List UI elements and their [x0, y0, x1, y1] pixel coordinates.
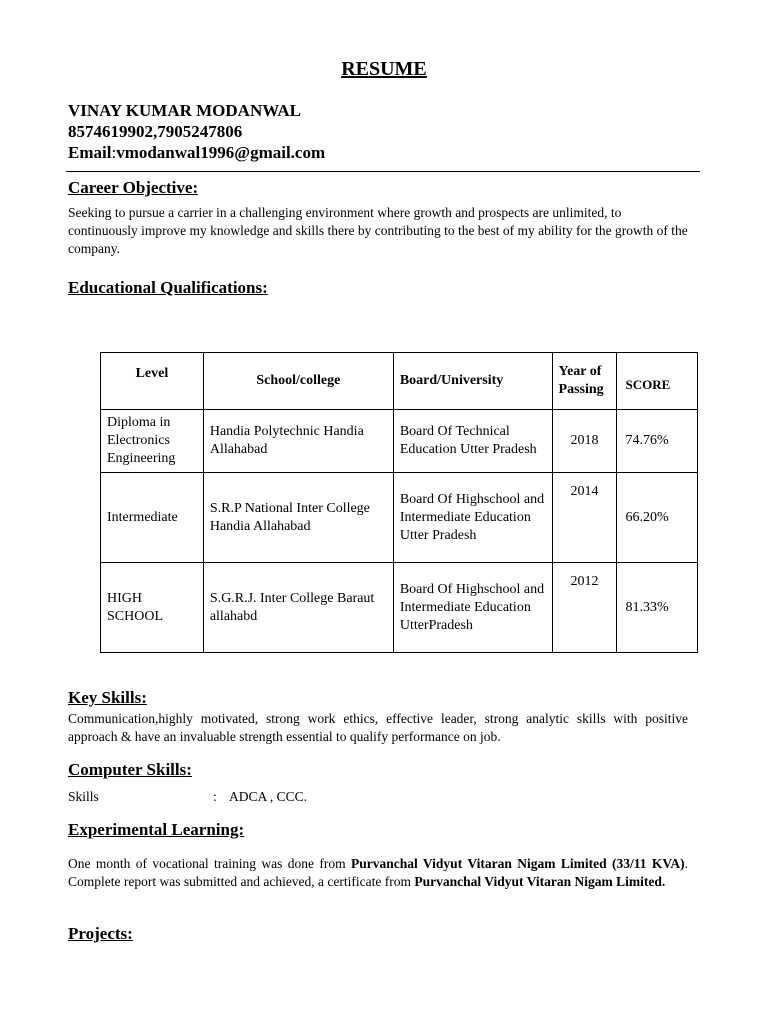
education-heading: Educational Qualifications: — [68, 278, 268, 297]
cell-board: Board Of Highschool and Intermediate Education UtterPradesh — [393, 563, 552, 653]
cell-year: 2014 — [552, 473, 617, 563]
column-header-score: SCORE — [617, 353, 698, 410]
key-skills-text: Communication,highly motivated, strong work ethics, effective leader, strong analytic skills with positive approach & have an invaluable strength essential to qualify performance on job. — [68, 711, 688, 744]
cell-level: Diploma in Electronics Engineering — [101, 410, 204, 473]
table-row — [101, 410, 698, 473]
cell-school: S.R.P National Inter College Handia Allahabad — [203, 473, 393, 563]
cell-year: 2012 — [552, 563, 617, 653]
computer-skills-heading: Computer Skills: — [68, 760, 192, 779]
document-title: RESUME — [341, 58, 427, 80]
skills-separator: : — [213, 789, 217, 804]
skills-label: Skills — [68, 789, 99, 804]
education-table — [100, 352, 698, 653]
email-label: Email — [68, 143, 112, 162]
candidate-name: VINAY KUMAR MODANWAL — [68, 101, 301, 120]
projects-heading: Projects: — [68, 924, 133, 943]
phone-numbers: 8574619902,7905247806 — [68, 122, 243, 141]
cell-board: Board Of Technical Education Utter Pradesh — [393, 410, 552, 473]
cell-score: 66.20% — [617, 473, 698, 563]
column-header-board: Board/University — [393, 353, 552, 410]
email-address: vmodanwal1996@gmail.com — [116, 143, 326, 162]
column-header-level: Level — [101, 353, 204, 410]
cell-school: S.G.R.J. Inter College Baraut allahabd — [203, 563, 393, 653]
cell-school: Handia Polytechnic Handia Allahabad — [203, 410, 393, 473]
experimental-learning-text — [68, 855, 688, 891]
experimental-learning-heading: Experimental Learning: — [68, 820, 245, 839]
column-header-school: School/college — [203, 353, 393, 410]
header-divider — [66, 171, 700, 172]
table-row — [101, 473, 698, 563]
cell-year: 2018 — [552, 410, 617, 473]
skills-value: ADCA , CCC. — [229, 789, 308, 804]
cell-level: Intermediate — [101, 473, 204, 563]
career-objective-text: Seeking to pursue a carrier in a challenging environment where growth and prospects are unlimited, to continuously improve my knowledge and skills there by contributing to the best of my ability for the growth of the company. — [68, 205, 688, 256]
certificate-organization: Purvanchal Vidyut Vitaran Nigam Limited. — [414, 874, 666, 889]
cell-level: HIGH SCHOOL — [101, 563, 204, 653]
cell-score: 81.33% — [617, 563, 698, 653]
contact-header — [68, 100, 325, 163]
table-header-row — [101, 353, 698, 410]
training-text-part-2: . Complete report was submitted and achieved, a certificate from — [68, 856, 688, 889]
training-text-part-1: One month of vocational training was done from — [68, 856, 352, 871]
email-line — [68, 142, 325, 163]
training-organization: Purvanchal Vidyut Vitaran Nigam Limited (33/11 KVA) — [351, 856, 685, 871]
career-objective-heading: Career Objective: — [68, 178, 199, 197]
key-skills-heading: Key Skills: — [68, 688, 147, 707]
email-separator: : — [111, 143, 117, 162]
table-row — [101, 563, 698, 653]
cell-score: 74.76% — [617, 410, 698, 473]
cell-board: Board Of Highschool and Intermediate Education Utter Pradesh — [393, 473, 552, 563]
column-header-year: Year of Passing — [552, 353, 617, 410]
